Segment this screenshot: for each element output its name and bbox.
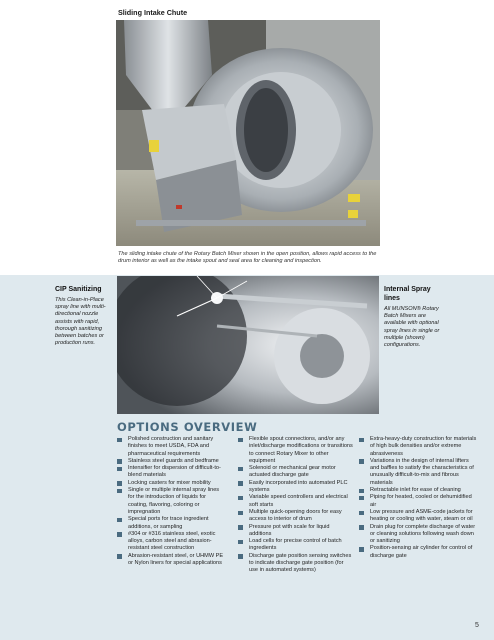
photo-caption: The sliding intake chute of the Rotary Batch Mixer shown in the open position, allows rapid access to the drum interior as well as the intake spout and seal area for cleaning and inspection. bbox=[118, 251, 377, 264]
cip-title: CIP Sanitizing bbox=[55, 286, 102, 293]
cip-sidebar bbox=[55, 285, 113, 347]
list-item: Flexible spout connections, and/or any inlet/discharge modifications or transitions to connect Rotary Mixer to other equipment bbox=[238, 436, 353, 465]
list-item: Multiple quick-opening doors for easy access to interior of drum bbox=[238, 509, 353, 524]
list-item: Special ports for trace ingredient additions, or sampling bbox=[117, 516, 227, 531]
section-title-sliding-chute: Sliding Intake Chute bbox=[118, 8, 188, 17]
spray-lines-sidebar bbox=[384, 285, 446, 349]
options-column-1 bbox=[117, 436, 227, 567]
list-item: Variable speed controllers and electrical soft starts bbox=[238, 494, 353, 509]
list-item: Solenoid or mechanical gear motor actuated discharge gate bbox=[238, 465, 353, 480]
list-item: Position-sensing air cylinder for control of discharge gate bbox=[359, 545, 477, 560]
list-item: Single or multiple internal spray lines for the introduction of liquids for coating, flavoring, coloring or impregnation bbox=[117, 487, 227, 516]
list-item: Variations in the design of internal lifters and baffles to satisfy the characteristics of unusually difficult-to-mix and fibrous materials bbox=[359, 458, 477, 487]
list-item: Extra-heavy-duty construction for materials of high bulk densities and/or extreme abrasiveness bbox=[359, 436, 477, 458]
options-column-3 bbox=[359, 436, 477, 560]
cip-photo bbox=[117, 276, 379, 414]
cip-description: This Clean-in-Place spray line with multi-directional nozzle assists with rapid, thorough sanitizing between batches or production runs. bbox=[55, 297, 106, 347]
spray-lines-title: Internal Spray lines bbox=[384, 286, 431, 302]
list-item: Discharge gate position sensing switches to indicate discharge gate position (for use in automated systems) bbox=[238, 553, 353, 575]
cip-photo-illustration bbox=[117, 276, 379, 414]
options-overview-title: OPTIONS OVERVIEW bbox=[117, 420, 258, 434]
spray-lines-description: All MUNSON® Rotary Batch Mixers are available with optional spray lines in single or multiple (shown) configurations. bbox=[384, 306, 440, 349]
list-item: Load cells for precise control of batch ingredients bbox=[238, 538, 353, 553]
list-item: Easily incorporated into automated PLC systems bbox=[238, 480, 353, 495]
list-item: Low pressure and ASME-code jackets for heating or cooling with water, steam or oil bbox=[359, 509, 477, 524]
list-item: Stainless steel guards and bedframe bbox=[117, 458, 227, 465]
list-item: Abrasion-resistant steel, or UHMW PE or Nylon liners for special applications bbox=[117, 553, 227, 568]
list-item: Drain plug for complete discharge of water or cleaning solutions following wash down or sanitizing bbox=[359, 524, 477, 546]
list-item: Retractable inlet for ease of cleaning bbox=[359, 487, 477, 494]
mixer-photo bbox=[116, 20, 380, 246]
list-item: Piping for heated, cooled or dehumidified air bbox=[359, 494, 477, 509]
list-item: #304 or #316 stainless steel, exotic alloys, carbon steel and abrasion-resistant steel construction bbox=[117, 531, 227, 553]
list-item: Pressure pot with scale for liquid additions bbox=[238, 524, 353, 539]
mixer-photo-illustration bbox=[116, 20, 380, 246]
list-item: Intensifier for dispersion of difficult-to-blend materials bbox=[117, 465, 227, 480]
list-item: Polished construction and sanitary finishes to meet USDA, FDA and pharmaceutical requirements bbox=[117, 436, 227, 458]
list-item: Locking casters for mixer mobility bbox=[117, 480, 227, 487]
options-column-2 bbox=[238, 436, 353, 575]
page-number: 5 bbox=[475, 622, 479, 629]
